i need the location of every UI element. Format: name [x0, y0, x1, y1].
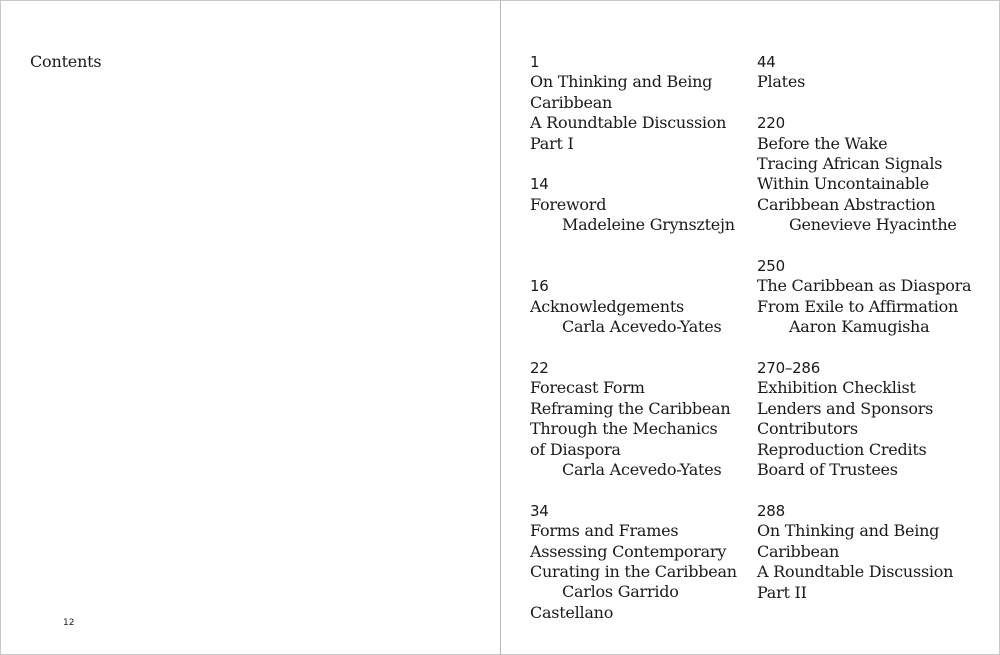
toc-author-continuation: Castellano [530, 602, 614, 622]
toc-title-line: Forecast Form [530, 378, 645, 398]
toc-subtitle-line: of Diaspora [530, 439, 621, 459]
page-number: 12 [63, 618, 75, 628]
toc-title-line: Caribbean [757, 541, 840, 561]
toc-entry [757, 358, 997, 480]
toc-title-line: Reproduction Credits [757, 439, 927, 459]
toc-page-number: 270–286 [757, 359, 821, 378]
toc-page-number: 22 [530, 359, 549, 378]
toc-subtitle-line: A Roundtable Discussion [757, 562, 954, 582]
toc-title-line: Board of Trustees [757, 460, 898, 480]
toc-title-line: Forms and Frames [530, 521, 679, 541]
toc-author: Carla Acevedo-Yates [562, 317, 722, 337]
toc-subtitle-line: Caribbean Abstraction [757, 194, 936, 214]
toc-author: Madeleine Grynsztejn [562, 215, 735, 235]
toc-subtitle-line: From Exile to Affirmation [757, 296, 959, 316]
toc-page-number: 250 [757, 257, 785, 276]
toc-entry [530, 174, 745, 256]
toc-entry [530, 501, 745, 623]
toc-page-number: 1 [530, 53, 540, 71]
toc-entry [757, 52, 997, 93]
toc-subtitle-line: Reframing the Caribbean [530, 398, 731, 418]
toc-author: Carla Acevedo-Yates [562, 460, 722, 480]
toc-subtitle-line: Tracing African Signals [757, 154, 943, 174]
toc-subtitle-line: Through the Mechanics [530, 419, 718, 439]
toc-page-number: 16 [530, 277, 549, 296]
toc-title-line: Lenders and Sponsors [757, 398, 934, 418]
page-gutter [500, 1, 501, 655]
toc-title-line: Foreword [530, 194, 607, 214]
toc-author: Aaron Kamugisha [789, 317, 930, 337]
toc-author: Carlos Garrido [562, 582, 679, 602]
toc-subtitle-line: Part II [757, 582, 807, 602]
toc-column-right [757, 52, 997, 623]
toc-page-number: 44 [757, 53, 776, 71]
toc-title-line: On Thinking and Being [757, 521, 940, 541]
toc-entry [757, 501, 997, 603]
toc-page-number: 220 [757, 114, 785, 133]
toc-entry [530, 52, 745, 154]
toc-title-line: The Caribbean as Diaspora [757, 276, 972, 296]
toc-entry [757, 113, 997, 235]
toc-title-line: Plates [757, 72, 806, 92]
toc-entry [530, 276, 745, 337]
toc-subtitle-line: Assessing Contemporary [530, 541, 727, 561]
toc-title-line: Exhibition Checklist [757, 378, 916, 398]
toc-title-line: Caribbean [530, 92, 613, 112]
toc-page-number: 34 [530, 501, 549, 520]
toc-page-number: 288 [757, 501, 785, 520]
toc-title-line: On Thinking and Being [530, 72, 713, 92]
toc-title-line: Before the Wake [757, 133, 888, 153]
toc-entry [757, 256, 997, 338]
toc-subtitle-line: Part I [530, 133, 574, 153]
toc-title-line: Contributors [757, 419, 858, 439]
toc-author: Genevieve Hyacinthe [789, 215, 957, 235]
toc-column-left [530, 52, 745, 644]
toc-entry [530, 358, 745, 480]
toc-title-line: Acknowledgements [530, 296, 684, 316]
toc-subtitle-line: A Roundtable Discussion [530, 113, 727, 133]
toc-page-number: 14 [530, 175, 549, 194]
toc-subtitle-line: Within Uncontainable [757, 174, 929, 194]
contents-heading: Contents [30, 52, 102, 71]
toc-subtitle-line: Curating in the Caribbean [530, 562, 737, 582]
